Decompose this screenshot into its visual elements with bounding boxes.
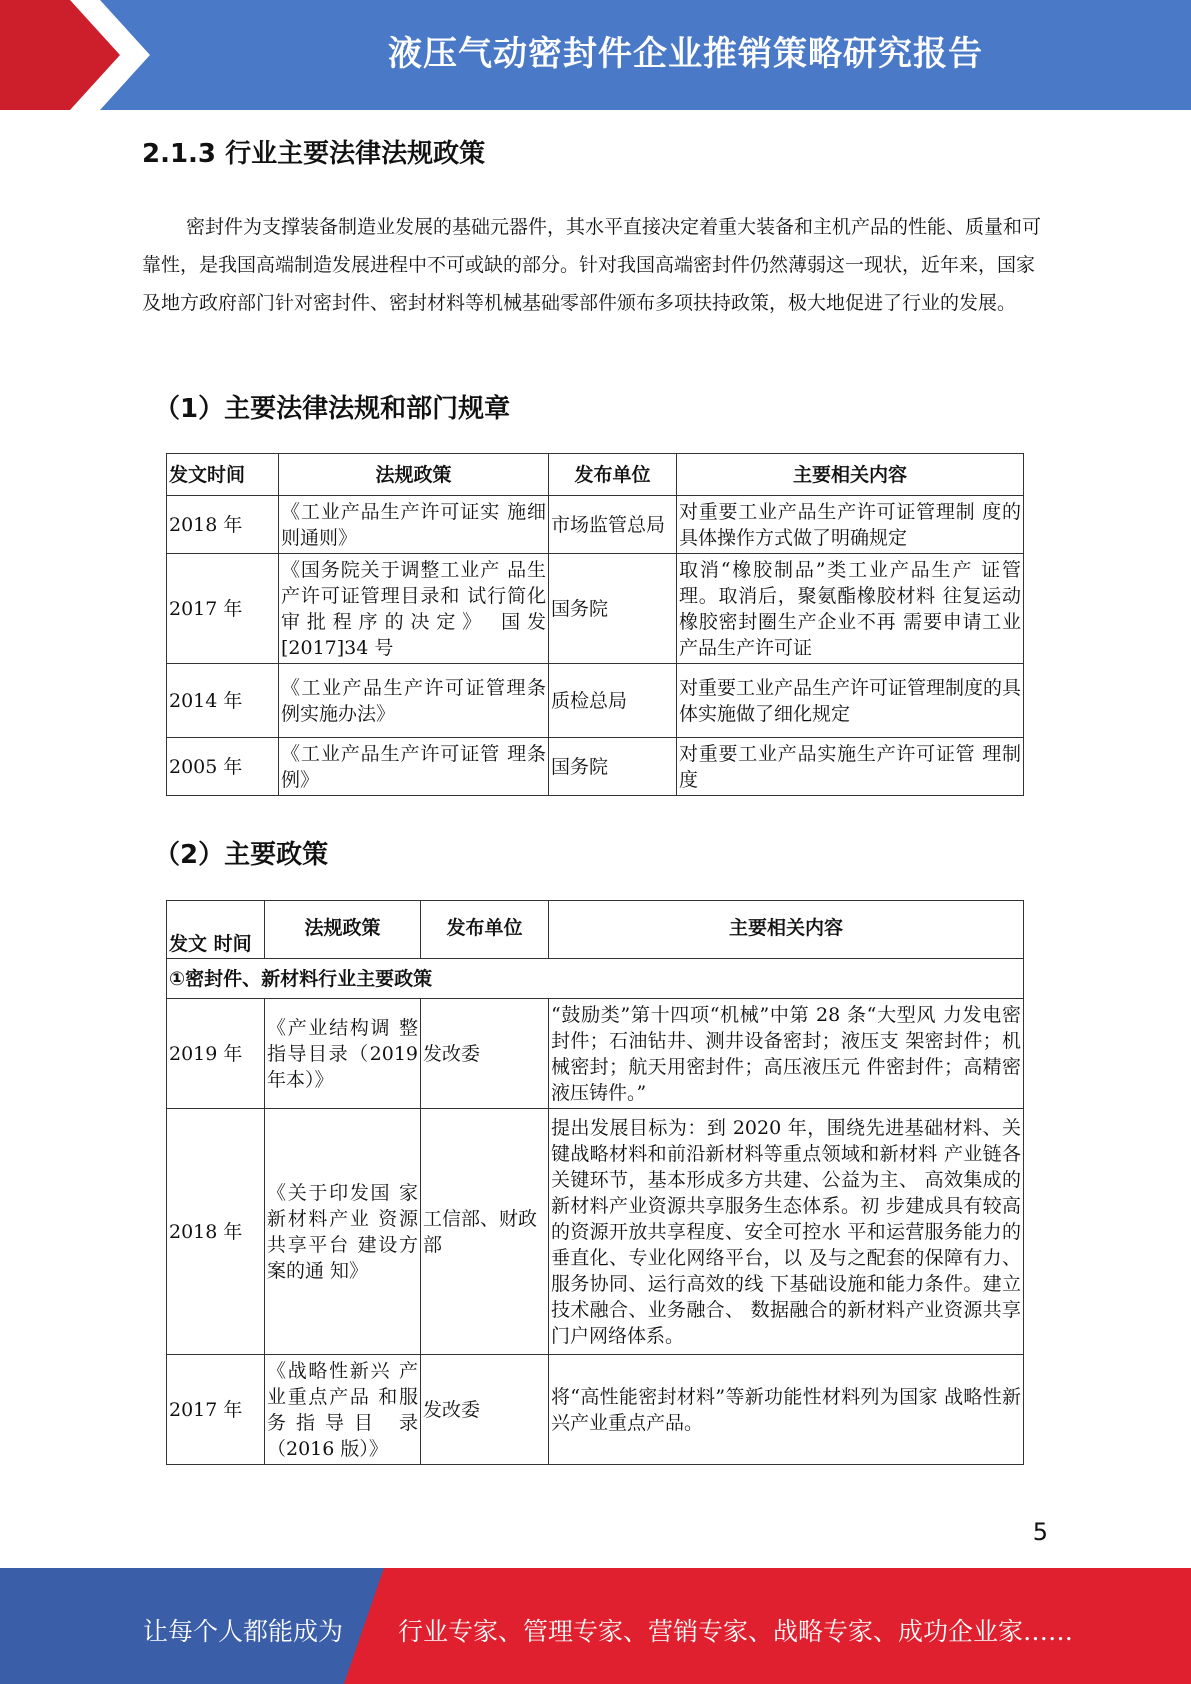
- table-row: [167, 664, 1024, 738]
- cell-issuer: 工信部、财政部: [421, 1109, 549, 1355]
- table-row: [167, 1355, 1024, 1465]
- cell-content: “鼓励类”第十四项“机械”中第 28 条“大型风 力发电密封件；石油钻井、测井设备密封；液压支 架密封件；机械密封；航天用密封件；高压液压元 件密封件；高精密液压铸件。”: [549, 999, 1024, 1109]
- header-issuer: 发布单位: [549, 454, 677, 496]
- cell-content: 提出发展目标为：到 2020 年，围绕先进基础材料、关键战略材料和前沿新材料等重点领域和新材料 产业链各关键环节，基本形成多方共建、公益为主、 高效集成的新材料产业资源共享服务生态体系。初 步建成具有较高的资源开放共享程度、安全可控水 平和运营服务能力的垂直化、专业化网络平台，以 及与之配套的保障有力、服务协同、运行高效的线 下基础设施和能力条件。建立技术融合、业务融合、 数据融合的新材料产业资源共享门户网络体系。: [549, 1109, 1024, 1355]
- table2-heading: （2）主要政策: [154, 840, 329, 870]
- cell-policy: 《工业产品生产许可证管理条例实施办法》: [279, 664, 549, 738]
- cell-time: 2017 年: [167, 554, 279, 664]
- header-issuer: 发布单位: [421, 901, 549, 959]
- page-header: [0, 0, 1191, 110]
- cell-policy: 《产业结构调 整指导目录（2019 年本）》: [265, 999, 421, 1109]
- cell-issuer: 质检总局: [549, 664, 677, 738]
- cell-issuer: 发改委: [421, 999, 549, 1109]
- table-row: [167, 1109, 1024, 1355]
- table-header-row: [167, 901, 1024, 959]
- table-row: [167, 999, 1024, 1109]
- section-heading: 2.1.3 行业主要法律法规政策: [142, 139, 486, 169]
- footer-slogan-right: 行业专家、管理专家、营销专家、战略专家、成功企业家……: [398, 1617, 1074, 1646]
- cell-issuer: 发改委: [421, 1355, 549, 1465]
- footer-slogan-left: 让每个人都能成为: [143, 1617, 344, 1646]
- intro-paragraph: 密封件为支撑装备制造业发展的基础元器件，其水平直接决定着重大装备和主机产品的性能、质量和可靠性，是我国高端制造发展进程中不可或缺的部分。针对我国高端密封件仍然薄弱这一现状，近年来，国家及地方政府部门针对密封件、密封材料等机械基础零部件颁布多项扶持政策，极大地促进了行业的发展。: [142, 216, 1042, 314]
- cell-time: 2018 年: [167, 1109, 265, 1355]
- table-header-row: [167, 454, 1024, 496]
- policies-table: [166, 900, 1024, 1465]
- page-number: 5: [1032, 1518, 1048, 1546]
- table-row: [167, 496, 1024, 554]
- table-row: [167, 554, 1024, 664]
- header-content: 主要相关内容: [677, 454, 1024, 496]
- cell-content: 对重要工业产品生产许可证管理制度的具体实施做了细化规定: [677, 664, 1024, 738]
- cell-time: 2018 年: [167, 496, 279, 554]
- header-time: 发文时间: [167, 454, 279, 496]
- header-content: 主要相关内容: [549, 901, 1024, 959]
- cell-issuer: 国务院: [549, 738, 677, 796]
- header-time: 发文 时间: [167, 901, 265, 959]
- cell-policy: 《国务院关于调整工业产 品生产许可证管理目录和 试行简化审批程序的决定》 国发[2017]34 号: [279, 554, 549, 664]
- cell-content: 将“高性能密封材料”等新功能性材料列为国家 战略性新兴产业重点产品。: [549, 1355, 1024, 1465]
- group-row: [167, 959, 1024, 999]
- cell-time: 2005 年: [167, 738, 279, 796]
- table1-heading: （1）主要法律法规和部门规章: [154, 394, 511, 424]
- cell-policy: 《工业产品生产许可证实 施细则通则》: [279, 496, 549, 554]
- cell-time: 2017 年: [167, 1355, 265, 1465]
- cell-policy: 《战略性新兴 产业重点产品 和服务指导目 录（2016 版）》: [265, 1355, 421, 1465]
- cell-policy: 《关于印发国 家新材料产业 资源共享平台 建设方案的通 知》: [265, 1109, 421, 1355]
- cell-content: 对重要工业产品生产许可证管理制 度的具体操作方式做了明确规定: [677, 496, 1024, 554]
- cell-issuer: 市场监管总局: [549, 496, 677, 554]
- cell-content: 取消“橡胶制品”类工业产品生产 证管理。取消后，聚氨酯橡胶材料 往复运动橡胶密封圈生产企业不再 需要申请工业产品生产许可证: [677, 554, 1024, 664]
- group-label: ①密封件、新材料行业主要政策: [167, 959, 1024, 999]
- laws-table: [166, 453, 1024, 796]
- header-policy: 法规政策: [265, 901, 421, 959]
- cell-time: 2014 年: [167, 664, 279, 738]
- cell-content: 对重要工业产品实施生产许可证管 理制度: [677, 738, 1024, 796]
- table-row: [167, 738, 1024, 796]
- header-policy: 法规政策: [279, 454, 549, 496]
- report-title: 液压气动密封件企业推销策略研究报告: [388, 34, 983, 74]
- cell-issuer: 国务院: [549, 554, 677, 664]
- cell-policy: 《工业产品生产许可证管 理条例》: [279, 738, 549, 796]
- cell-time: 2019 年: [167, 999, 265, 1109]
